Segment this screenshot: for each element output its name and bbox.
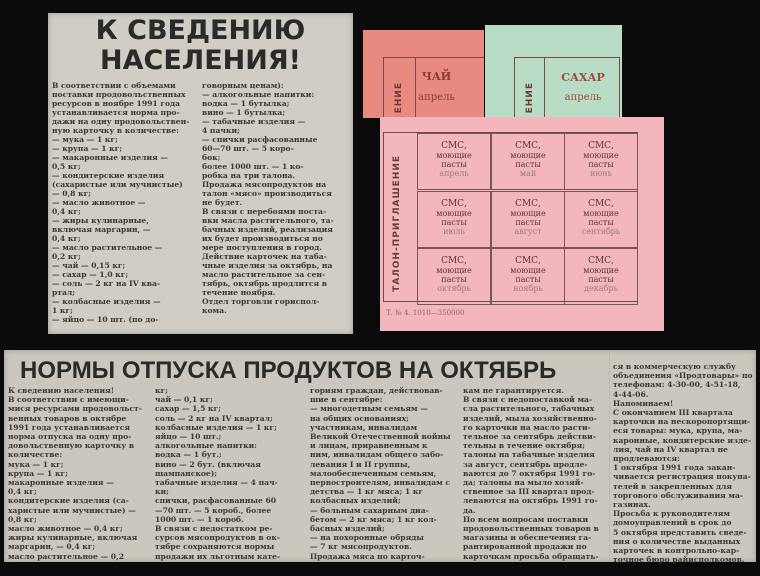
cell-line3: пасты [515,275,541,284]
cell-line1: СМС, [515,256,541,266]
cell-line3: пасты [441,218,467,227]
text-line: кондитерские изделия (са- [8,496,129,506]
cell-line3: пасты [588,218,614,227]
text-line: — алкогольные напитки: [202,90,315,99]
text-line: участникам, инвалидам [310,422,418,432]
text-line: 0,5 кг; [52,162,81,171]
text-line: харистые или мучнистые) — [8,505,136,515]
text-line: робка на три талона. [202,171,296,180]
coupon-cell[interactable] [564,191,638,248]
text-line: венных товаров в октябре [8,413,127,423]
cell-line2: моющие [510,266,546,275]
text-line: — масло животное — [52,198,146,207]
print-run-footer: Т. № 4. 1010—350000 [386,309,465,317]
text-line: сурсов мясопродуктов в ок- [155,533,280,543]
text-line: торгового обслуживания ма- [613,490,744,500]
cell-line2: моющие [510,209,546,218]
text-line: 4 пачки; [202,126,240,135]
cell-line2: моющие [583,266,619,275]
text-line: ся в коммерческую службу [613,362,736,371]
article-column-5 [613,362,755,564]
text-line: мися ресурсами продовольст- [8,404,142,414]
text-line: вино — 2 бут. (включая [155,459,261,469]
text-line: го карточки на масло расти- [463,422,591,432]
cell-month: апрель [439,169,469,178]
text-line: тябрь, октябрь продлится в [202,279,328,288]
text-line: 0,8 кг; [8,514,37,524]
text-line: телефонам: 4-30-00, 4-51-18, [613,380,741,390]
text-line: чай — 0,1 кг; [155,395,213,405]
text-line: ки; [155,487,169,497]
text-line: ресурсов в ноябре 1991 года [52,99,181,108]
coupon-side-label: ЕНИЕ [525,82,535,114]
text-line: лия, чай на IV квартал не [613,444,728,454]
coupon-cell[interactable] [564,133,638,190]
coupon-cell[interactable] [491,133,565,190]
text-line: гориям граждан, действовав- [310,386,443,395]
text-line: К сведению населения! [8,386,115,395]
cell-line3: пасты [588,275,614,284]
text-line: — мука — 1 кг; [52,135,118,144]
newspaper-clipping-november [48,13,353,334]
text-line: водка — 1 бутылка; [202,99,290,108]
text-line: мере поступления в город. [202,243,322,252]
text-line: — соль — 2 кг на IV ква- [52,279,161,288]
text-line: дажи на одну продовольствен- [52,117,190,126]
coupon-cell[interactable] [417,191,491,248]
text-line: на общих основаниях; [310,413,409,423]
text-line: рантированной продажи по [463,542,587,552]
cell-month: июль [443,227,465,236]
text-line: — сахар — 1,0 кг; [52,270,129,279]
text-line: ртал; [52,288,76,297]
coupon-title: ЧАЙ [421,70,452,83]
coupon-cell[interactable] [491,191,565,248]
text-line: По всем вопросам поставки [463,514,589,524]
cell-line1: СМС, [441,256,467,266]
text-line: бетом — 2 кг мяса; 1 кг кол- [310,514,437,524]
cell-line3: пасты [515,160,541,169]
text-line: ваются до 7 октября 1991 го- [463,468,596,478]
text-line: колбасные изделия — 1 кг; [155,422,277,432]
text-line: масло животное — 0,4 кг; [8,524,123,534]
coupon-cell[interactable] [417,248,491,305]
text-line: 0,4 кг; [52,207,81,216]
column-rule [609,350,610,562]
text-line: их будет производиться по [202,234,323,243]
detergent-coupon-sheet [380,117,664,331]
text-line: карточки на нескоропортящи- [613,417,751,427]
text-line: 0,4 кг; [8,487,37,497]
text-line: телей в закрепленных для [613,481,732,491]
text-line: карточек в контрольно-кар- [613,546,740,556]
cell-line2: моющие [510,151,546,160]
headline: НОРМЫ ОТПУСКА ПРОДУКТОВ НА ОКТЯБРЬ [20,357,557,384]
coupon-cell[interactable] [417,133,491,190]
article-column-1 [52,81,197,324]
text-line: В связи с недостатком ре- [155,524,273,534]
article-column-2 [155,386,299,561]
article-column-4 [463,386,603,561]
text-line: еся товары: мука, крупа, ма- [613,426,743,436]
text-line: яйцо — 10 шт.; [155,432,222,442]
text-line: талоны на табачные изделия [463,450,595,460]
text-line: да. [463,505,476,515]
text-line: норма отпуска на одну про- [8,432,132,442]
text-line: — 7 кг мясопродуктов. [310,542,412,552]
text-line: 1000 шт. — 1 короб. [155,514,244,524]
text-line: — 0,8 кг; [52,189,92,198]
text-line: точное бюро райисполкомов. [613,555,745,565]
coupon-month: апрель [418,92,455,103]
text-line: В связи с недопоставкой ма- [463,395,593,405]
text-line: домоуправлений в срок до [613,518,732,528]
text-line: Отдел торговли гориспол- [202,297,320,306]
text-line: ственное за III квартал прод- [463,487,595,497]
text-line: продажи их льготным кате- [155,551,281,561]
text-line: — макаронные изделия — [52,153,168,162]
text-line: 1 кг; [52,306,73,315]
text-line: за август, сентябрь продле- [463,459,588,469]
cell-month: ноябрь [513,284,543,293]
text-line: масло растительное за сен- [202,270,326,279]
cell-line3: пасты [441,160,467,169]
coupon-cell[interactable] [491,248,565,305]
cell-line2: моющие [583,209,619,218]
text-line: Продажа мясопродуктов на [202,180,327,189]
text-line: масло растительное — 0,2 [8,551,124,561]
coupon-title: САХАР [561,71,605,84]
text-line: продовольственных товаров в [463,524,599,534]
text-line: ним, инвалидам общего забо- [310,450,444,460]
text-line: 4-44-06. [613,389,649,399]
text-line: — на похоронные обряды [310,533,424,543]
text-line: 0,2 кг; [52,252,81,261]
cell-line1: СМС, [588,141,614,151]
text-line: бок; [202,153,221,162]
text-line: ную карточку в количестве: [52,126,179,135]
text-line: спички, расфасованные 60 [155,496,277,506]
text-line: В соответствии с объемами [52,81,176,90]
cell-month: август [514,227,542,236]
text-line: течение ноября. [202,288,276,297]
text-line: шампанское); [155,468,218,478]
text-line: кома. [202,306,227,315]
text-line: басных изделий; [310,524,385,534]
text-line: бачных изделий, реализация [202,225,333,234]
text-line: жиры кулинарные, включая [8,533,138,543]
text-line: тельны в течение октября; [463,441,586,451]
text-line: (сахаристые или мучнистые) [52,180,183,189]
text-line: — чай — 0,15 кг; [52,261,126,270]
text-line: — табачные изделия — [202,117,306,126]
text-line: табачные изделия — 4 пач- [155,478,278,488]
text-line: объединения «Продтовары» по [613,371,753,381]
text-line: водка — 1 бут.; [155,450,222,460]
text-line: мука — 1 кг; [8,459,64,469]
text-line: не будет. [202,198,243,207]
sugar-coupon [485,25,622,118]
cell-month: октябрь [437,284,471,293]
coupon-month: апрель [564,92,602,103]
text-line: В связи с перебоями поста- [202,207,327,216]
coupon-sheet-side-label: ТАЛОН-ПРИГЛАШЕНИЕ [392,155,402,292]
text-line: крупа — 1 кг; [8,468,68,478]
text-line: довольственную карточку в [8,441,135,451]
text-line: —70 шт. — 5 короб., более [155,505,272,515]
text-line: колбасных изделий; [310,496,401,506]
text-line: количестве: [8,450,63,460]
text-line: и лицам, приравненным к [310,441,428,451]
text-line: — многодетным семьям — [310,404,428,414]
article-column-1 [8,386,150,561]
text-line: вино — 1 бутылка; [202,108,286,117]
text-line: газинах. [613,500,651,510]
text-line: тельное за сентябрь действи- [463,432,596,442]
cell-line1: СМС, [441,199,467,209]
cell-line1: СМС, [588,199,614,209]
cell-line1: СМС, [588,256,614,266]
text-line: алкогольные напитки: [155,441,257,451]
text-line: кам не гарантируется. [463,386,564,395]
cell-line2: моющие [436,209,472,218]
text-line: — яйцо — 10 шт. (по до- [52,315,159,324]
cell-line1: СМС, [441,141,467,151]
text-line: соль — 2 кг на IV квартал; [155,413,273,423]
cell-line3: пасты [588,160,614,169]
text-line: шие в сентябре: [310,395,383,405]
text-line: первостроителям, инвалидам с [310,478,450,488]
text-line: талон «мясо» производиться [202,189,332,198]
text-line: Напоминаем! [613,398,674,408]
text-line: — спички расфасованные [202,135,318,144]
cell-line2: моющие [436,151,472,160]
text-line: включая маргарин, — [52,225,151,234]
cell-line2: моющие [583,151,619,160]
cell-line3: пасты [441,275,467,284]
text-line: кг; [155,386,168,395]
text-line: сла растительного, табачных [463,404,595,414]
text-line: макаронные изделия — [8,478,114,488]
text-line: 1991 года устанавливается [8,422,130,432]
coupon-side-label: ЕНИЕ [394,82,404,114]
text-line: — масло растительное — [52,243,163,252]
text-line: изделий, мыла хозяйственно- [463,413,597,423]
text-line: ния о количестве выданных [613,536,741,546]
text-line: левания I и II группы, [310,459,411,469]
text-line: маргарин, — 0,4 кг; [8,542,96,552]
cell-month: июнь [590,169,612,178]
text-line: магазины и обеспечения га- [463,533,592,543]
text-line: Действие карточек на таба- [202,252,327,261]
text-line: малообеспеченным семьям, [310,468,437,478]
text-line: продлеваются: [613,454,680,464]
text-line: чивается регистрация покупа- [613,472,751,482]
text-line: сахар — 1,5 кг; [155,404,221,414]
text-line: каронные, кондитерские изде- [613,435,752,445]
headline-line-2: НАСЕЛЕНИЯ! [100,45,301,76]
text-line: 0,4 кг; [52,234,81,243]
text-line: чные изделия за октябрь, на [202,261,333,270]
cell-month: декабрь [584,284,618,293]
text-line: вки масла растительного, та- [202,216,334,225]
cell-month: сентябрь [581,227,621,236]
text-line: Продажа мяса по карточ- [310,551,425,561]
text-line: 1 октября 1991 года закан- [613,463,736,473]
cell-line2: моющие [436,266,472,275]
text-line: да; талоны на мыло хозяй- [463,478,584,488]
text-line: 60—70 шт. — 5 коро- [202,144,294,153]
text-line: С окончанием III квартала [613,408,733,418]
text-line: Просьба к руководителям [613,509,730,519]
coupon-grid [383,132,638,302]
cell-line3: пасты [515,218,541,227]
article-column-2 [202,81,350,315]
text-line: — больным сахарным диа- [310,505,429,515]
coupon-cell[interactable] [564,248,638,305]
article-column-3 [310,386,452,561]
text-line: устанавливается норма про- [52,108,180,117]
text-line: тябре сохраняются нормы [155,542,275,552]
headline-line-1: К СВЕДЕНИЮ [95,15,306,46]
text-line: детства — 1 кг мяса; 1 кг [310,487,423,497]
text-line: В соответствии с имеющи- [8,395,129,405]
newspaper-clipping-october [4,350,756,565]
text-line: — кондитерские изделия [52,171,165,180]
text-line: более 1000 шт. — 1 ко- [202,162,304,171]
text-line: карточкам просьба обращать- [463,551,599,561]
text-line: — жиры кулинарные, [52,216,149,225]
text-line: 5 октября представить сведе- [613,527,747,537]
text-line: говорным ценам): [202,81,284,90]
text-line: поставки продовольственных [52,90,186,99]
cell-line1: СМС, [515,199,541,209]
text-line: леваются на октябрь 1991 го- [463,496,598,506]
text-line: — крупа — 1 кг; [52,144,123,153]
text-line: — колбасные изделия — [52,297,161,306]
cell-line1: СМС, [515,141,541,151]
tea-coupon [363,30,484,118]
cell-month: май [519,169,537,178]
text-line: Великой Отечественной войны [310,432,451,442]
